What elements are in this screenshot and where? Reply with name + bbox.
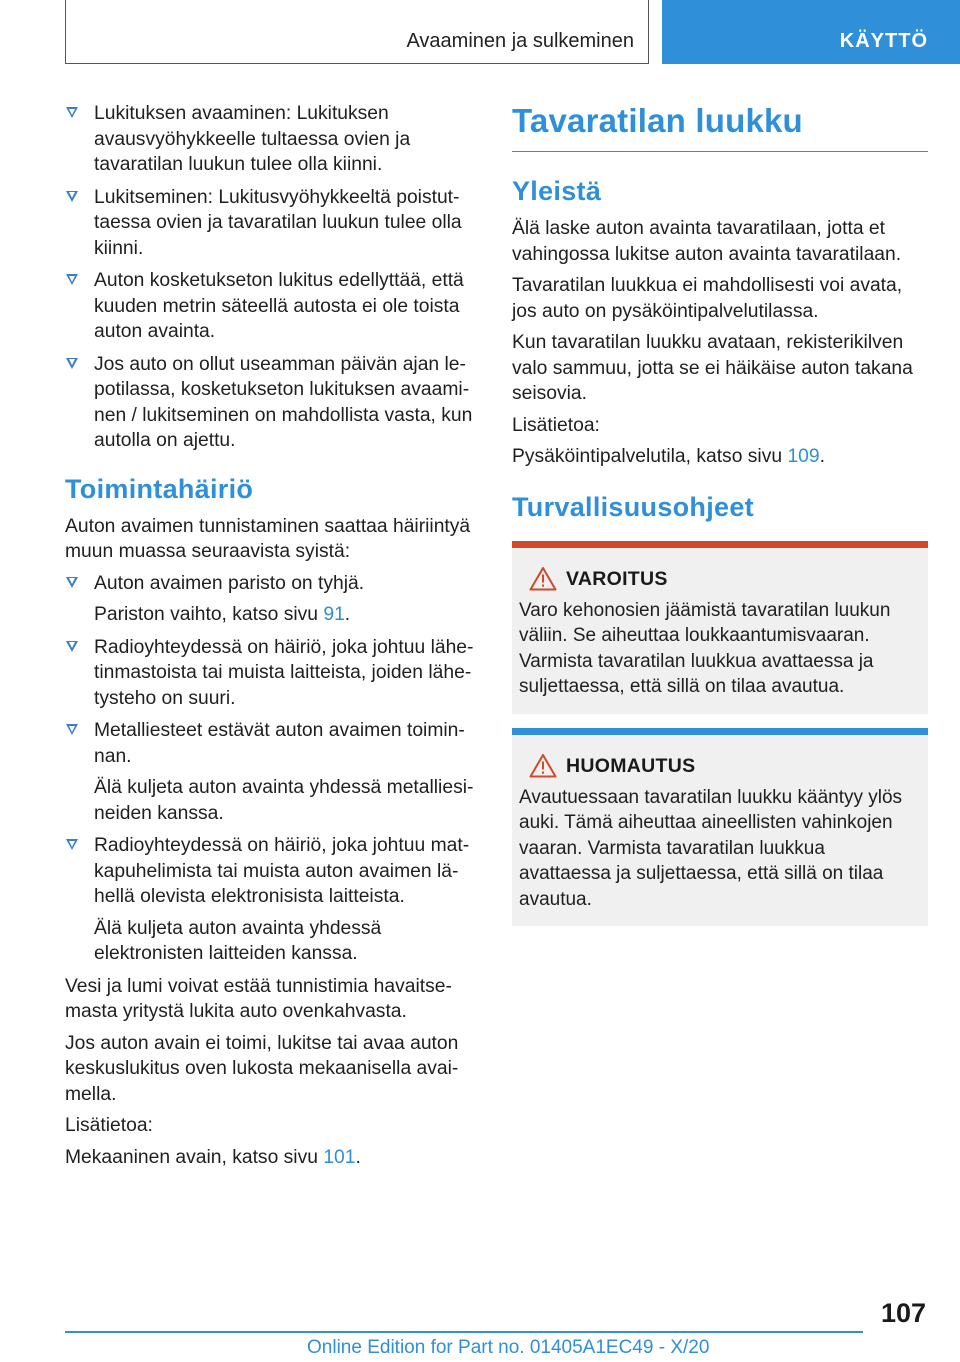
reference-text: Pysäköintipalvelutila, katso sivu xyxy=(512,446,788,467)
list-item-text: Auton avaimen paristo on tyhjä. xyxy=(94,572,365,594)
warning-box xyxy=(512,541,928,714)
reference-suffix: . xyxy=(355,1146,361,1168)
page-title: Tavaratilan luukku xyxy=(512,101,928,152)
page-link-91[interactable]: 91 xyxy=(323,604,345,625)
general-heading: Yleistä xyxy=(512,176,602,206)
mechanical-key-paragraph: Jos auton avain ei toimi, lukitse tai avaa auton keskuslukitus oven lukosta mekaanisella avaimella. xyxy=(65,1032,459,1105)
safety-heading: Turvallisuusohjeet xyxy=(512,491,754,522)
bullet-triangle-icon xyxy=(66,577,78,588)
reference-text: Mekaaninen avain, katso sivu xyxy=(65,1146,324,1168)
malfunction-intro: Auton avaimen tunnistaminen saattaa häiriintyä muun muassa seuraavista syistä: xyxy=(65,515,471,562)
general-paragraph-3: Kun tavaratilan luukku avataan, rekisterikilven valo sammuu, jotta se ei häikäise auton takana seisovia. xyxy=(512,332,913,404)
more-info-reference xyxy=(512,444,928,470)
list-item xyxy=(65,833,475,967)
list-item-text: Radioyhteydessä on häiriö, joka johtuu matkapuhelimista tai muista auton avaimen lähellä olevista elektronisista laitteista. xyxy=(94,835,470,907)
list-item-text: Metalliesteet estävät auton avaimen toiminnan. xyxy=(94,720,465,767)
bullet-triangle-icon xyxy=(66,191,78,202)
notice-box xyxy=(512,728,928,927)
list-item-note: Älä kuljeta auton avainta yhdessä metalliesineiden kanssa. xyxy=(94,777,474,824)
chapter-tab[interactable] xyxy=(662,0,960,64)
list-item-text: Auton kosketukseton lukitus edellyttää, että kuuden metrin säteellä autosta ei ole toista auton avainta. xyxy=(94,270,464,342)
page-number: 107 xyxy=(880,1298,926,1328)
warning-title: VAROITUS xyxy=(566,567,668,590)
list-item xyxy=(65,635,475,712)
general-paragraph-2: Tavaratilan luukkua ei mahdollisesti voi avata, jos auto on pysäköintipalvelutilassa. xyxy=(512,275,903,322)
notice-text: Avautuessaan tavaratilan luukku kääntyy ylös auki. Tämä aiheuttaa aineellisten vahinkojen vaaran. Varmista tavaratilan luukkua avattaessa ja suljettaessa, että sillä on tilaa avautua. xyxy=(519,786,903,910)
bullet-triangle-icon xyxy=(66,839,78,850)
more-info-reference xyxy=(65,1145,475,1171)
list-item xyxy=(65,268,475,345)
general-paragraph-1: Älä laske auton avainta tavaratilaan, jotta et vahingossa lukitse auton avainta tavaratilaan. xyxy=(512,218,902,265)
list-item xyxy=(65,185,475,262)
malfunction-bullet-list xyxy=(65,571,475,967)
bullet-triangle-icon xyxy=(66,274,78,285)
reference-text: Pariston vaihto, katso sivu xyxy=(94,604,324,625)
bullet-triangle-icon xyxy=(66,724,78,735)
left-column xyxy=(65,101,475,1176)
water-snow-paragraph: Vesi ja lumi voivat estää tunnistimia havaitsemasta yritystä lukita auto ovenkahvasta. xyxy=(65,975,452,1022)
right-column xyxy=(512,101,928,926)
bullet-triangle-icon xyxy=(66,358,78,369)
intro-bullet-list xyxy=(65,101,475,454)
notice-triangle-icon xyxy=(529,753,557,778)
section-title: Avaaminen ja sulkeminen xyxy=(406,30,634,52)
warning-text: Varo kehonosien jäämistä tavaratilan luukun väliin. Se aiheuttaa loukkaantumisvaaran. Varmista tavaratilan luukkua avattaessa ja suljettaessa, että sillä on tilaa avautua. xyxy=(519,599,891,697)
reference-suffix: . xyxy=(819,446,825,467)
header-section-box xyxy=(65,0,649,64)
notice-title: HUOMAUTUS xyxy=(566,754,696,777)
list-item xyxy=(65,718,475,826)
more-info-label: Lisätietoa: xyxy=(65,1115,153,1136)
list-item-reference xyxy=(94,602,475,628)
warning-header xyxy=(519,566,922,592)
bullet-triangle-icon xyxy=(66,641,78,652)
edition-footer: Online Edition for Part no. 01405A1EC49 - X/20 xyxy=(307,1337,710,1358)
page-link-101[interactable]: 101 xyxy=(323,1146,356,1168)
notice-header xyxy=(519,753,922,779)
list-item-text: Radioyhteydessä on häiriö, joka johtuu lähetinmastoista tai muista laitteista, joiden lähetysteho on suuri. xyxy=(94,636,474,709)
list-item-text: Lukituksen avaaminen: Lukituksen avausvyöhykkeelle tultaessa ovien ja tavaratilan luukun tulee olla kiinni. xyxy=(94,103,411,175)
reference-suffix: . xyxy=(344,604,351,625)
list-item xyxy=(65,101,475,178)
footer-divider xyxy=(65,1331,863,1333)
more-info-label: Lisätietoa: xyxy=(512,414,600,436)
list-item-text: Lukitseminen: Lukitusvyöhykkeeltä poistuttaessa ovien ja tavaratilan luukun tulee olla kiinni. xyxy=(94,186,462,259)
bullet-triangle-icon xyxy=(66,107,78,118)
list-item xyxy=(65,571,475,628)
warning-triangle-icon xyxy=(529,566,557,591)
list-item-note: Älä kuljeta auton avainta yhdessä elektronisten laitteiden kanssa. xyxy=(94,917,382,964)
list-item-text: Jos auto on ollut useamman päivän ajan lepotilassa, kosketukseton lukituksen avaaminen / lukitseminen on mahdollista vasta, kun autolla on ajettu. xyxy=(94,353,473,451)
chapter-tab-label: KÄYTTÖ xyxy=(839,30,928,52)
page-link-109[interactable]: 109 xyxy=(787,446,820,467)
malfunction-heading: Toimintahäiriö xyxy=(65,473,254,504)
list-item xyxy=(65,352,475,454)
